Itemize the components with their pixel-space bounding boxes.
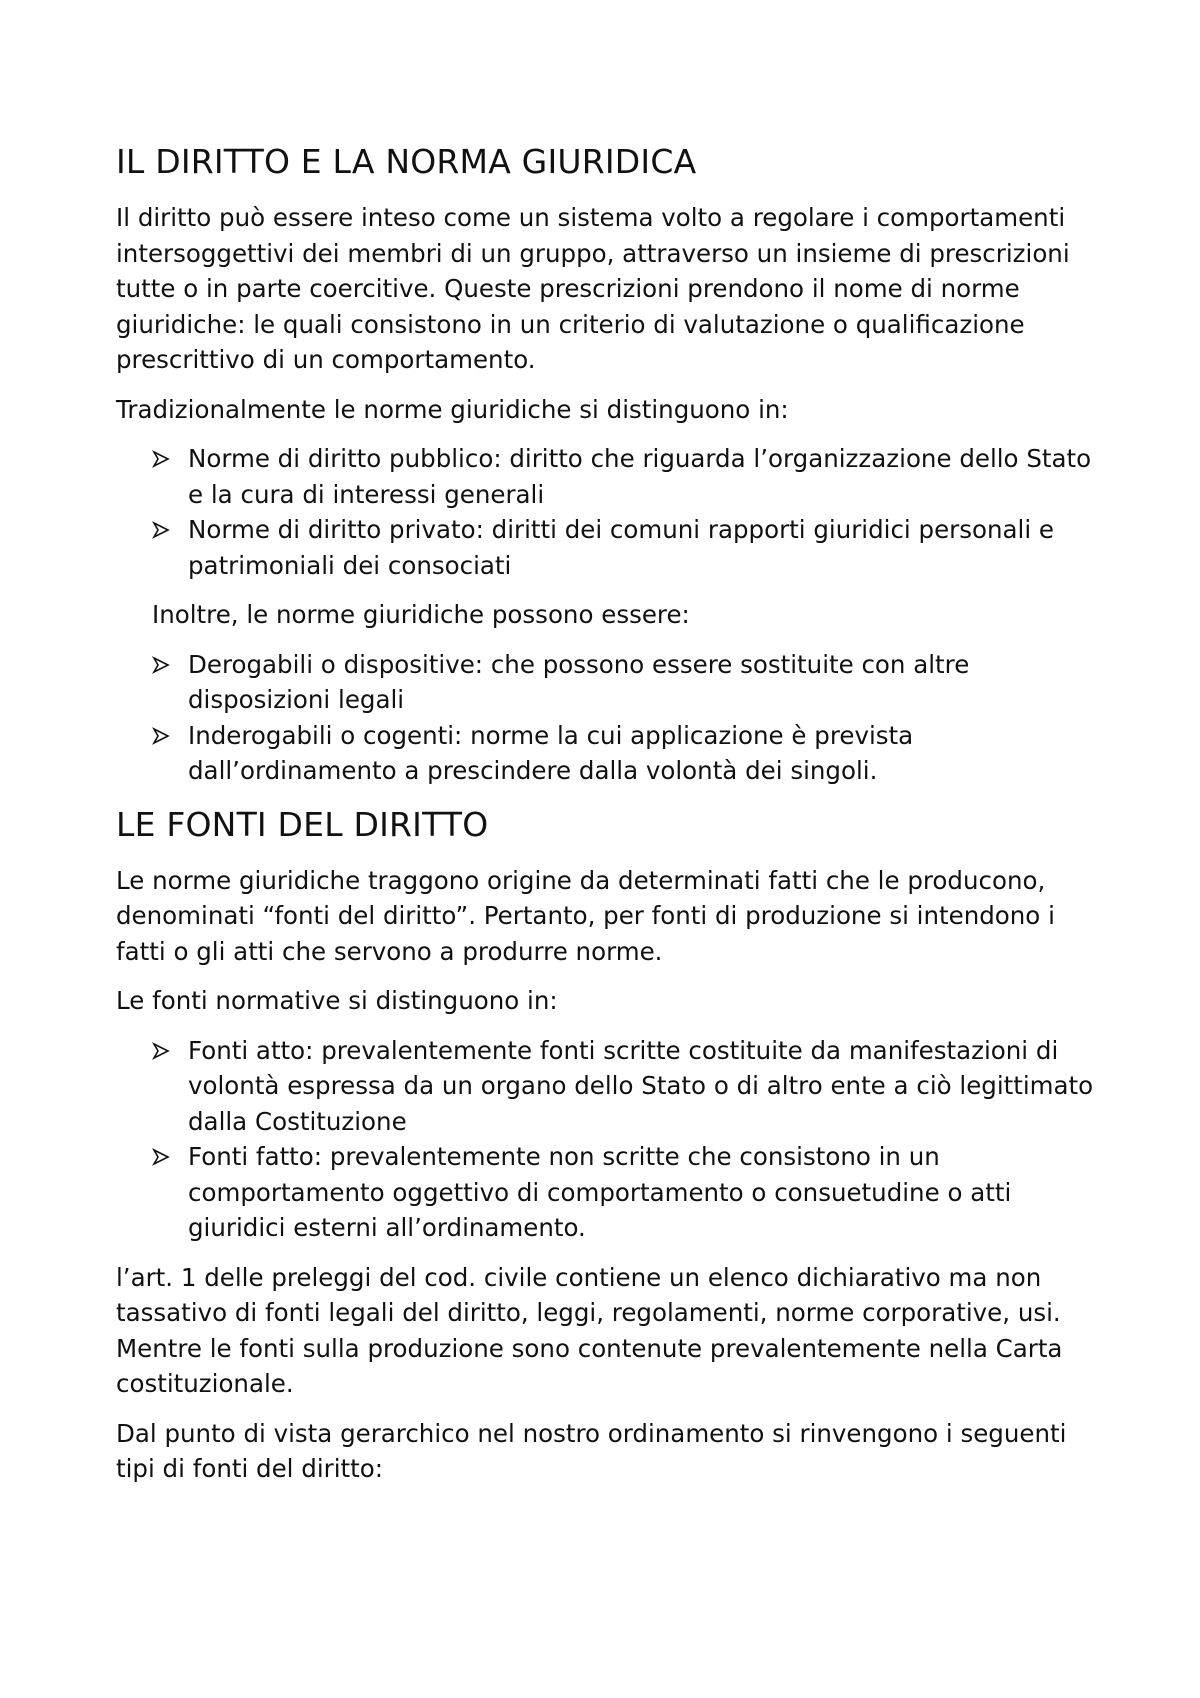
list-item (152, 647, 1110, 718)
list-fonti-atto-fatto (116, 1033, 1110, 1246)
list-item-text: Norme di diritto privato: diritti dei comuni rapporti giuridici personali e patrimoniali dei consociati (188, 515, 1054, 580)
arrowhead-bullet-icon (152, 1033, 188, 1140)
paragraph-intro-fonti: Le fonti normative si distinguono in: (116, 986, 558, 1015)
list-item (152, 1033, 1110, 1140)
list-item-text: Fonti fatto: prevalentemente non scritte che consistono in un comportamento oggettivo di comportamento o consuetudine o atti giuridici esterni all’ordinamento. (188, 1142, 1012, 1242)
list-derogabili-inderogabili (116, 647, 1110, 789)
paragraph-intro-derogabili: Inoltre, le norme giuridiche possono essere: (152, 600, 690, 629)
paragraph-definizione-diritto: Il diritto può essere inteso come un sistema volto a regolare i comportamenti intersoggettivi dei membri di un gruppo, attraverso un insieme di prescrizioni tutte o in parte coercitive. Queste prescrizioni prendono il nome di norme giuridiche: le quali consistono in un criterio di valutazione o qualificazione prescrittivo di un comportamento. (116, 203, 1070, 374)
arrowhead-bullet-icon (152, 512, 188, 583)
list-item-text: Inderogabili o cogenti: norme la cui applicazione è prevista dall’ordinamento a prescindere dalla volontà dei singoli. (188, 720, 914, 785)
list-item (152, 718, 1110, 789)
list-item (152, 1139, 1110, 1246)
paragraph-preleggi: l’art. 1 delle preleggi del cod. civile contiene un elenco dichiarativo ma non tassativo di fonti legali del diritto, leggi, regolamenti, norme corporative, usi. Mentre le fonti sulla produzione sono contenute prevalentemente nella Carta costituzionale. (116, 1262, 1063, 1398)
arrowhead-bullet-icon (152, 441, 188, 512)
list-item-text: Norme di diritto pubblico: diritto che riguarda l’organizzazione dello Stato e la cura di interessi generali (188, 444, 1092, 509)
section-heading-fonti-diritto: LE FONTI DEL DIRITTO (116, 804, 489, 844)
list-item-text: Fonti atto: prevalentemente fonti scritte costituite da manifestazioni di volontà espressa da un organo dello Stato o di altro ente a ciò legittimato dalla Costituzione (188, 1035, 1094, 1136)
list-item-text: Derogabili o dispositive: che possono essere sostituite con altre disposizioni legali (188, 649, 970, 714)
arrowhead-bullet-icon (152, 1139, 188, 1246)
section-heading-diritto-norma: IL DIRITTO E LA NORMA GIURIDICA (116, 142, 697, 181)
arrowhead-bullet-icon (152, 718, 188, 789)
paragraph-gerarchia-fonti: Dal punto di vista gerarchico nel nostro ordinamento si rinvengono i seguenti tipi di fonti del diritto: (116, 1418, 1067, 1483)
list-item (152, 512, 1110, 583)
list-diritto-pubblico-privato (116, 441, 1110, 583)
paragraph-intro-distinzione: Tradizionalmente le norme giuridiche si distinguono in: (116, 394, 789, 424)
paragraph-origine-norme: Le norme giuridiche traggono origine da determinati fatti che le producono, denominati “fonti del diritto”. Pertanto, per fonti di produzione si intendono i fatti o gli atti che servono a produrre norme. (116, 865, 1055, 966)
arrowhead-bullet-icon (152, 647, 188, 718)
list-item (152, 441, 1110, 512)
